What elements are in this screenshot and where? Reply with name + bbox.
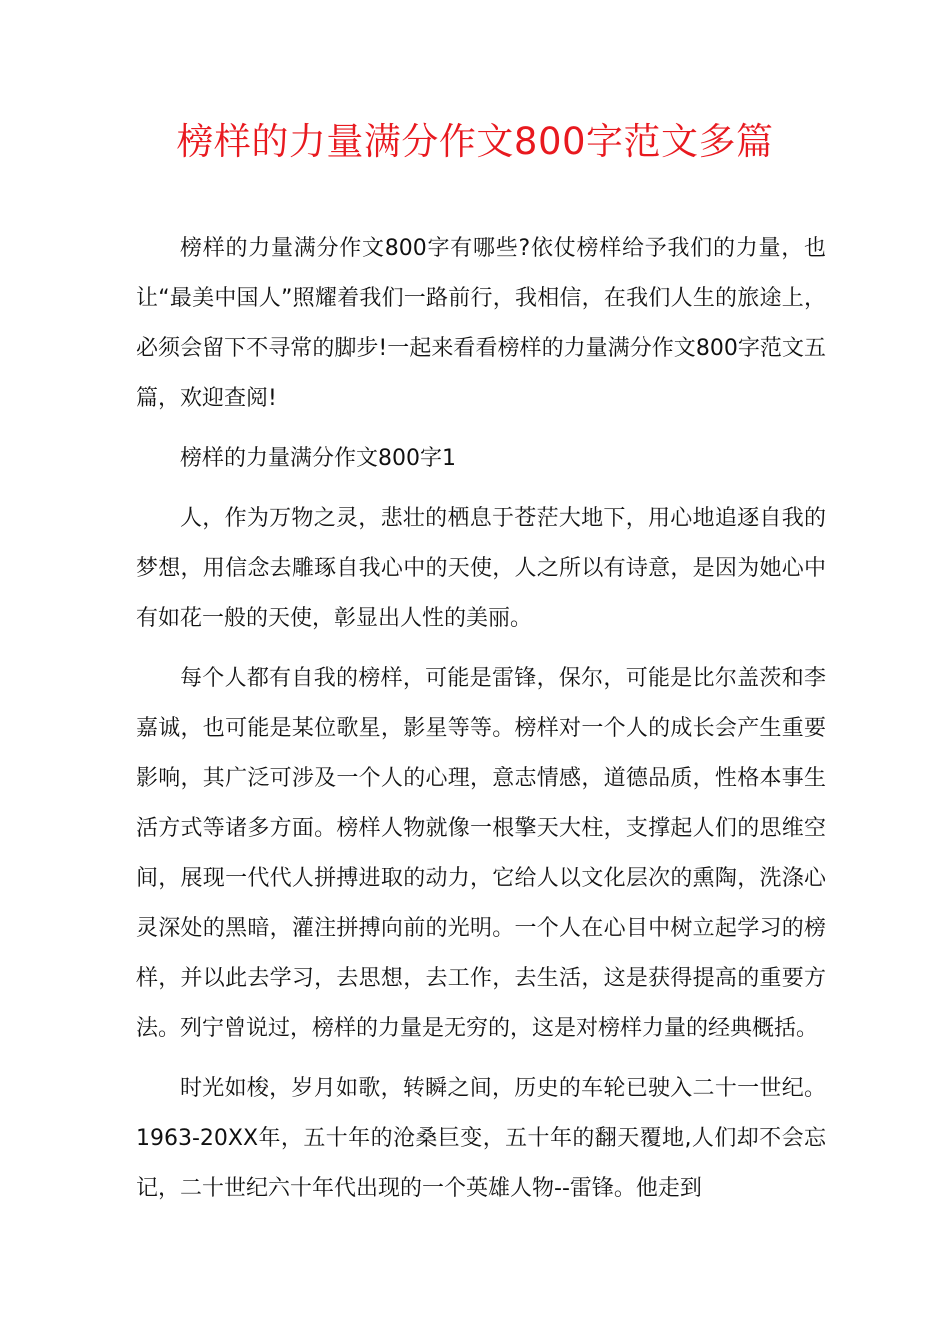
- document-body: [136, 224, 826, 1214]
- document-title: 榜样的力量满分作文800字范文多篇: [176, 120, 774, 163]
- paragraph-body-2: 每个人都有自我的榜样，可能是雷锋，保尔，可能是比尔盖茨和李嘉诚，也可能是某位歌星，影星等等。榜样对一个人的成长会产生重要影响，其广泛可涉及一个人的心理，意志情感，道德品质，性格本事生活方式等诸多方面。榜样人物就像一根擎天大柱，支撑起人们的思维空间，展现一代代人拼搏进取的动力，它给人以文化层次的熏陶，洗涤心灵深处的黑暗，灌注拼搏向前的光明。一个人在心目中树立起学习的榜样，并以此去学习，去思想，去工作，去生活，这是获得提高的重要方法。列宁曾说过，榜样的力量是无穷的，这是对榜样力量的经典概括。: [136, 666, 826, 1041]
- paragraph-body-1: 人，作为万物之灵，悲壮的栖息于苍茫大地下，用心地追逐自我的梦想，用信念去雕琢自我心中的天使，人之所以有诗意，是因为她心中有如花一般的天使，彰显出人性的美丽。: [136, 506, 826, 631]
- paragraph-intro: 榜样的力量满分作文800字有哪些?依仗榜样给予我们的力量，也让“最美中国人”照耀着我们一路前行，我相信，在我们人生的旅途上，必须会留下不寻常的脚步!一起来看看榜样的力量满分作文800字范文五篇，欢迎查阅!: [136, 236, 826, 411]
- paragraph-body-3: 时光如梭，岁月如歌，转瞬之间，历史的车轮已驶入二十一世纪。1963-20XX年，五十年的沧桑巨变，五十年的翻天覆地,人们却不会忘记，二十世纪六十年代出现的一个英雄人物--雷锋。他走到: [136, 1076, 826, 1201]
- paragraph-subheading: 榜样的力量满分作文800字1: [180, 446, 456, 471]
